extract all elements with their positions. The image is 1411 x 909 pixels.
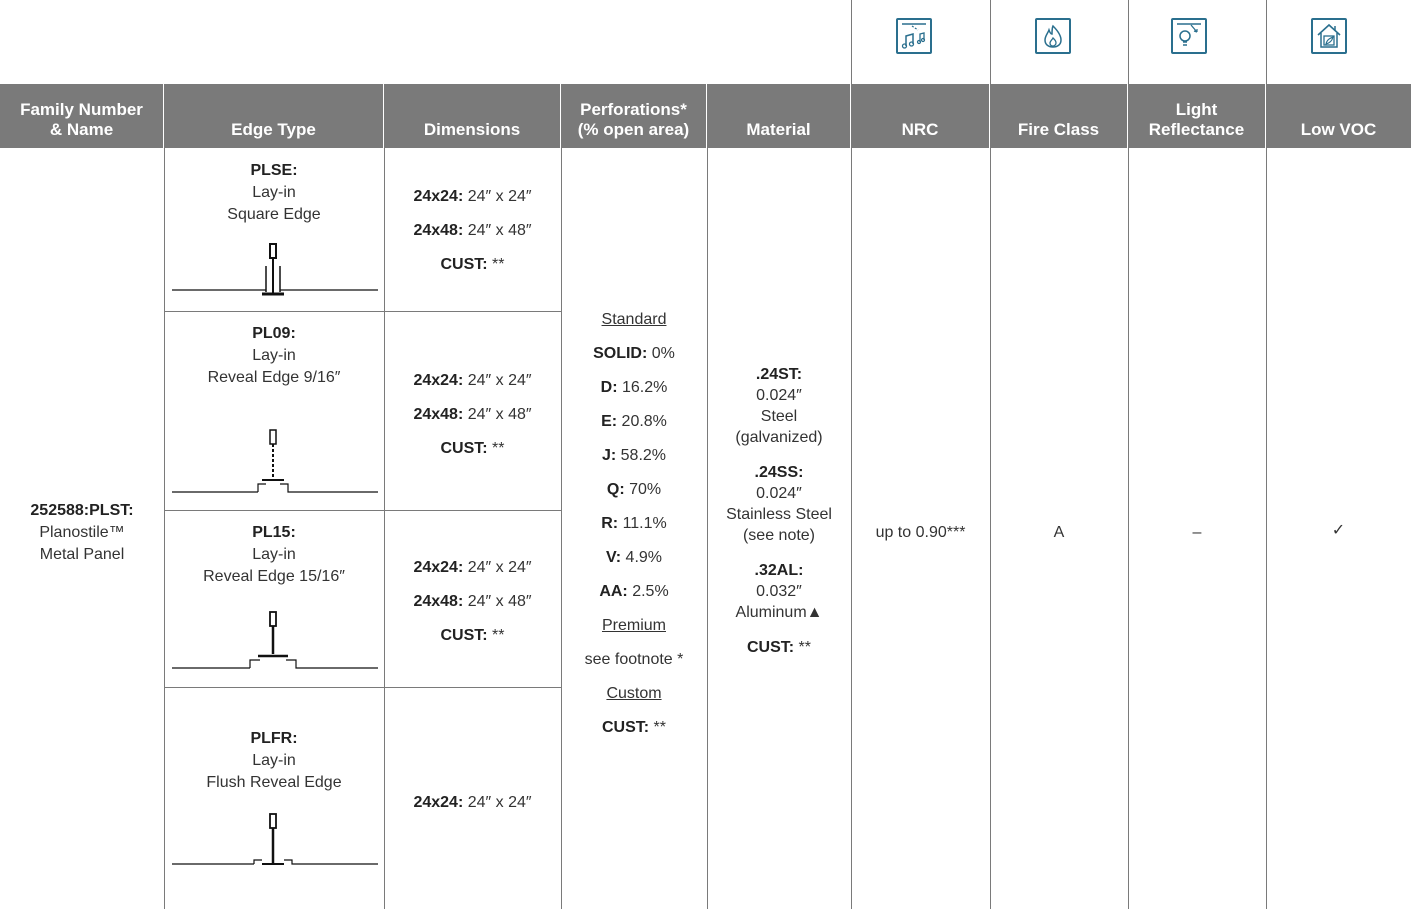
dimension-line: 24x48: 24″ x 48″: [413, 222, 532, 239]
header-dimensions: Dimensions: [384, 84, 561, 148]
edge-line1: Lay-in: [252, 546, 296, 563]
header-low-voc: Low VOC: [1300, 120, 1377, 139]
family-name-line1: Planostile™: [39, 524, 125, 541]
icon-row: [0, 0, 1411, 84]
nrc-icon-cell: [851, 0, 990, 84]
low-voc-icon: [1311, 18, 1347, 54]
row-separator: [164, 311, 561, 312]
edge-cell-pl09: [164, 323, 384, 389]
perf-standard-label: Standard: [601, 311, 667, 328]
edge-line2: Square Edge: [227, 206, 321, 223]
material-24ss: .24SS: 0.024″ Stainless Steel (see note): [726, 464, 832, 544]
dimension-line: 24x24: 24″ x 24″: [413, 372, 532, 389]
edge-line1: Lay-in: [252, 752, 296, 769]
material-custom: CUST: **: [746, 639, 811, 656]
header-nrc: NRC: [851, 84, 990, 148]
row-separator: [164, 510, 561, 511]
table-header: [0, 84, 1411, 148]
perf-item: E: 20.8%: [601, 413, 667, 430]
header-perforations: Perforations* (% open area): [561, 84, 707, 148]
edge-line1: Lay-in: [252, 184, 296, 201]
dimension-line: CUST: **: [440, 440, 505, 457]
material-24st: .24ST: 0.024″ Steel (galvanized): [735, 366, 823, 446]
square-edge-diagram: [170, 238, 380, 300]
flush-reveal-edge-diagram: [170, 810, 380, 872]
edge-code: PL09:: [252, 325, 296, 342]
fire-icon: [1035, 18, 1071, 54]
family-number: 252588:PLST:: [30, 502, 134, 519]
perf-item: V: 4.9%: [605, 549, 663, 566]
light-reflectance-icon: [1171, 18, 1207, 54]
perf-custom: CUST: **: [601, 719, 666, 736]
edge-code: PLSE:: [250, 162, 298, 179]
edge-code: PLFR:: [250, 730, 298, 747]
family-cell: [0, 500, 164, 566]
family-name-line2: Metal Panel: [39, 546, 125, 563]
reveal-edge-9-16-diagram: [170, 426, 380, 498]
dimensions-cell-4: [384, 792, 561, 826]
edge-line2: Flush Reveal Edge: [206, 774, 342, 791]
dimensions-cell-2: [384, 370, 561, 472]
dimension-line: CUST: **: [440, 256, 505, 273]
dimension-line: CUST: **: [440, 627, 505, 644]
perf-custom-label: Custom: [606, 685, 662, 702]
header-light-reflectance: Light Reflectance: [1128, 84, 1266, 148]
dimension-line: 24x48: 24″ x 48″: [413, 593, 532, 610]
perf-premium-label: Premium: [601, 617, 666, 634]
header-family: Family Number & Name: [0, 84, 164, 148]
dimension-line: 24x48: 24″ x 48″: [413, 406, 532, 423]
low-voc-checkmark: ✓: [1331, 522, 1346, 539]
perforations-cell: [561, 309, 707, 751]
perf-item: AA: 2.5%: [599, 583, 669, 600]
voc-icon-cell: [1266, 0, 1411, 84]
nrc-value: up to 0.90***: [875, 524, 966, 541]
perf-item: Q: 70%: [606, 481, 662, 498]
header-fire-class: Fire Class: [990, 84, 1128, 148]
dimensions-cell-1: [384, 186, 561, 288]
perf-item: J: 58.2%: [601, 447, 667, 464]
dimension-line: 24x24: 24″ x 24″: [413, 559, 532, 576]
material-cell: [707, 364, 851, 672]
table-body: [0, 148, 1411, 909]
perf-item: SOLID: 0%: [593, 345, 675, 362]
edge-code: PL15:: [252, 524, 296, 541]
light-icon-cell: [1128, 0, 1266, 84]
fire-class-value: A: [1053, 524, 1065, 541]
reveal-edge-15-16-diagram: [170, 608, 380, 676]
acoustics-icon: [896, 18, 932, 54]
material-32al: .32AL: 0.032″ Aluminum▲: [735, 562, 823, 621]
edge-line1: Lay-in: [252, 347, 296, 364]
perf-item: R: 11.1%: [601, 515, 667, 532]
header-edge-type: Edge Type: [164, 84, 384, 148]
edge-line2: Reveal Edge 15/16″: [203, 568, 345, 585]
edge-cell-plse: [164, 160, 384, 226]
edge-cell-plfr: [164, 728, 384, 794]
edge-cell-pl15: [164, 522, 384, 588]
dimensions-cell-3: [384, 557, 561, 659]
edge-line2: Reveal Edge 9/16″: [207, 369, 341, 386]
dimension-line: 24x24: 24″ x 24″: [413, 188, 532, 205]
dimension-line: 24x24: 24″ x 24″: [413, 794, 532, 811]
perf-item: D: 16.2%: [600, 379, 668, 396]
perf-premium-note: see footnote *: [584, 651, 684, 668]
row-separator: [164, 687, 561, 688]
fire-icon-cell: [990, 0, 1128, 84]
header-material: Material: [707, 84, 851, 148]
light-reflectance-value: –: [1192, 524, 1202, 541]
